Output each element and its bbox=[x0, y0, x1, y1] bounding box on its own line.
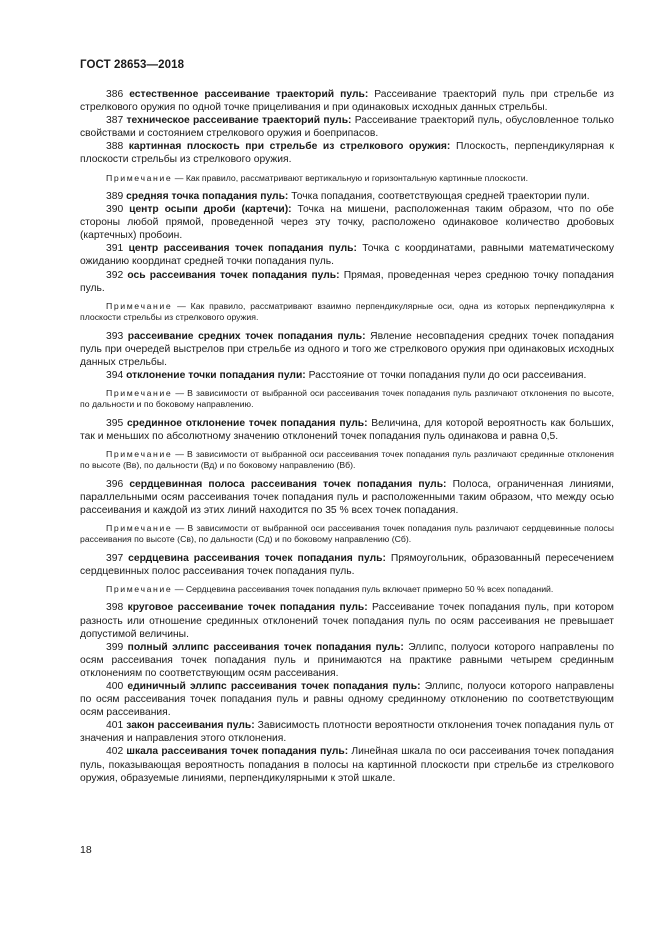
glossary-entry bbox=[80, 269, 614, 295]
glossary-entry bbox=[80, 601, 614, 640]
entry-term: отклонение точки попадания пули: bbox=[126, 369, 306, 381]
entry-definition: Полоса, ограниченная линиями, параллельными осям рассеивания точек попадания пуль и расположенными таким образом, что между осью рассеивания и каждой из этих линий находится по 35 % всех точек попадания. bbox=[80, 478, 614, 516]
entry-number: 397 bbox=[106, 552, 124, 564]
entry-definition: Явление несовпадения средних точек попадания пуль при очередей выстрелов при стрельбе из одного и того же стрелкового оружия при одинаковых исходных данных стрельбы. bbox=[80, 330, 614, 368]
note-label: Примечание bbox=[106, 584, 173, 594]
entry-term: сердцевинная полоса рассеивания точек попадания пуль: bbox=[129, 478, 447, 490]
glossary-entry bbox=[80, 719, 614, 745]
entry-term: центр осыпи дроби (картечи): bbox=[129, 204, 292, 216]
entry-note bbox=[80, 449, 614, 472]
glossary-entry bbox=[80, 242, 614, 268]
entry-number: 396 bbox=[106, 478, 124, 490]
entry-number: 386 bbox=[106, 89, 124, 100]
entry-term: рассеивание средних точек попадания пуль: bbox=[127, 330, 366, 342]
glossary-entry bbox=[80, 190, 614, 203]
entry-number: 389 bbox=[106, 190, 124, 202]
entry-note bbox=[80, 523, 614, 546]
glossary-entry bbox=[80, 114, 614, 140]
entry-number: 399 bbox=[106, 641, 124, 653]
glossary-entry bbox=[80, 552, 614, 578]
entry-number: 388 bbox=[106, 141, 124, 153]
note-text: В зависимости от выбранной оси рассеивания точек попадания пуль различают отклонения по высоте, по дальности и по боковому направлению. bbox=[80, 387, 615, 410]
entry-note bbox=[80, 173, 614, 184]
note-dash: — bbox=[172, 584, 186, 594]
entry-term: круговое рассеивание точек попадания пуль: bbox=[127, 602, 368, 614]
entry-term: техническое рассеивание траекторий пуль: bbox=[126, 115, 352, 127]
entry-definition: Зависимость плотности вероятности отклонения точек попадания пуль от значения и направления этого отклонения. bbox=[80, 720, 614, 745]
entry-term: срединное отклонение точек попадания пуль: bbox=[126, 417, 368, 429]
glossary-entry bbox=[80, 203, 614, 242]
note-text: В зависимости от выбранной оси рассеивания точек попадания пуль различают срединные отклонения по высоте (Вв), по дальности (Вд) и по боковому направлению (Вб). bbox=[80, 448, 614, 471]
note-label: Примечание bbox=[106, 448, 173, 459]
entry-number: 402 bbox=[106, 746, 124, 758]
glossary-body bbox=[80, 88, 614, 785]
glossary-entry bbox=[80, 330, 614, 369]
note-text: Сердцевина рассеивания точек попадания пуль включает примерно 50 % всех попаданий. bbox=[185, 584, 554, 594]
note-dash: — bbox=[172, 387, 188, 398]
entry-term: средняя точка попадания пуль: bbox=[126, 190, 289, 202]
note-label: Примечание bbox=[106, 172, 173, 183]
entry-number: 394 bbox=[106, 369, 124, 381]
entry-term: полный эллипс рассеивания точек попадания пуль: bbox=[127, 641, 404, 653]
glossary-entry bbox=[80, 140, 614, 166]
glossary-entry bbox=[80, 369, 614, 382]
entry-term: картинная плоскость при стрельбе из стрелкового оружия: bbox=[128, 141, 451, 153]
entry-number: 392 bbox=[106, 269, 124, 281]
glossary-entry bbox=[80, 417, 614, 443]
entry-note bbox=[80, 301, 614, 324]
entry-term: сердцевина рассеивания точек попадания пуль: bbox=[128, 552, 386, 564]
entry-definition: Величина, для которой вероятность как больших, так и меньших по абсолютному значению отклонений точек попадания пуль одинакова и равна 0,5. bbox=[80, 417, 614, 442]
glossary-entry bbox=[80, 88, 614, 114]
entry-definition: Рассеивание траекторий пуль, обусловленное только свойствами и состоянием стрелкового оружия и боеприпасов. bbox=[80, 115, 614, 140]
glossary-entry bbox=[80, 680, 614, 719]
entry-number: 393 bbox=[106, 330, 124, 342]
note-label: Примечание bbox=[106, 523, 173, 533]
entry-definition: Точка на мишени, расположенная таким образом, что по обе стороны любой прямой, проведенной через эту точку, расположено одинаковое количество дробовых (картечных) пробоин. bbox=[80, 204, 614, 242]
entry-definition: Эллипс, полуоси которого направлены по осям рассеивания точек попадания пуль и принимаются на практике равными четырем срединным отклонениям по соответствующим осям рассеивания. bbox=[80, 641, 614, 679]
note-dash: — bbox=[172, 172, 186, 183]
note-text: В зависимости от выбранной оси рассеивания точек попадания пуль различают сердцевинные полосы рассеивания по высоте (Св), по дальности (Сд) и по боковому направлению (Сб). bbox=[80, 523, 615, 545]
entry-term: естественное рассеивание траекторий пуль: bbox=[129, 89, 369, 100]
page-number: 18 bbox=[80, 844, 92, 856]
note-dash: — bbox=[172, 300, 191, 311]
entry-definition: Расстояние от точки попадания пули до оси рассеивания. bbox=[308, 369, 587, 381]
entry-number: 400 bbox=[106, 680, 124, 692]
glossary-entry bbox=[80, 641, 614, 680]
entry-number: 387 bbox=[106, 115, 124, 127]
entry-number: 391 bbox=[106, 243, 124, 255]
entry-definition: Рассеивание точек попадания пуль, при котором разность или отношение срединных отклонений точек попадания пуль по осям рассеивания не превышает допустимой величины. bbox=[80, 602, 614, 640]
document-header: ГОСТ 28653—2018 bbox=[80, 59, 185, 71]
entry-definition: Плоскость, перпендикулярная к плоскости стрельбы из стрелкового оружия. bbox=[80, 141, 614, 166]
entry-note bbox=[80, 388, 614, 411]
entry-definition: Прямая, проведенная через среднюю точку попадания пуль. bbox=[80, 269, 614, 294]
entry-term: ось рассеивания точек попадания пуль: bbox=[127, 269, 340, 281]
glossary-entry bbox=[80, 478, 614, 517]
entry-definition: Рассеивание траекторий пуль при стрельбе из стрелкового оружия по одной точке прицеливания и при одинаковых исходных данных стрельбы. bbox=[80, 89, 614, 114]
glossary-entry bbox=[80, 745, 614, 784]
entry-term: единичный эллипс рассеивания точек попадания пуль: bbox=[127, 680, 421, 692]
entry-definition: Точка попадания, соответствующая средней траектории пули. bbox=[291, 190, 590, 202]
entry-number: 398 bbox=[106, 602, 124, 614]
entry-definition: Прямоугольник, образованный пересечением сердцевинных полос рассеивания точек попадания пуль. bbox=[80, 552, 614, 577]
note-text: Как правило, рассматривают взаимно перпендикулярные оси, одна из которых перпендикулярна к плоскости стрельбы из стрелкового оружия. bbox=[80, 300, 615, 323]
entry-definition: Линейная шкала по оси рассеивания точек попадания пуль, показывающая вероятность попадания в полосы на картинной плоскости при стрельбе из стрелкового оружия, образуемые линиями, перпендикулярными к этой шкале. bbox=[80, 746, 614, 784]
note-label: Примечание bbox=[106, 387, 173, 398]
note-text: Как правило, рассматривают вертикальную и горизонтальную картинные плоскости. bbox=[185, 172, 528, 183]
note-label: Примечание bbox=[106, 300, 173, 311]
entry-definition: Эллипс, полуоси которого направлены по осям рассеивания точек попадания пуль и равны одному срединному отклонению по соответствующим осям рассеивания. bbox=[80, 680, 614, 719]
entry-term: шкала рассеивания точек попадания пуль: bbox=[126, 746, 349, 758]
entry-number: 395 bbox=[106, 417, 124, 429]
entry-number: 401 bbox=[106, 720, 124, 732]
entry-definition: Точка с координатами, равными математическому ожиданию координат средней точки попадания пуль. bbox=[80, 243, 614, 268]
entry-term: закон рассеивания пуль: bbox=[126, 720, 255, 732]
entry-term: центр рассеивания точек попадания пуль: bbox=[128, 243, 357, 255]
entry-number: 390 bbox=[106, 204, 124, 216]
note-dash: — bbox=[172, 523, 188, 533]
entry-note bbox=[80, 584, 614, 595]
note-dash: — bbox=[172, 448, 188, 459]
